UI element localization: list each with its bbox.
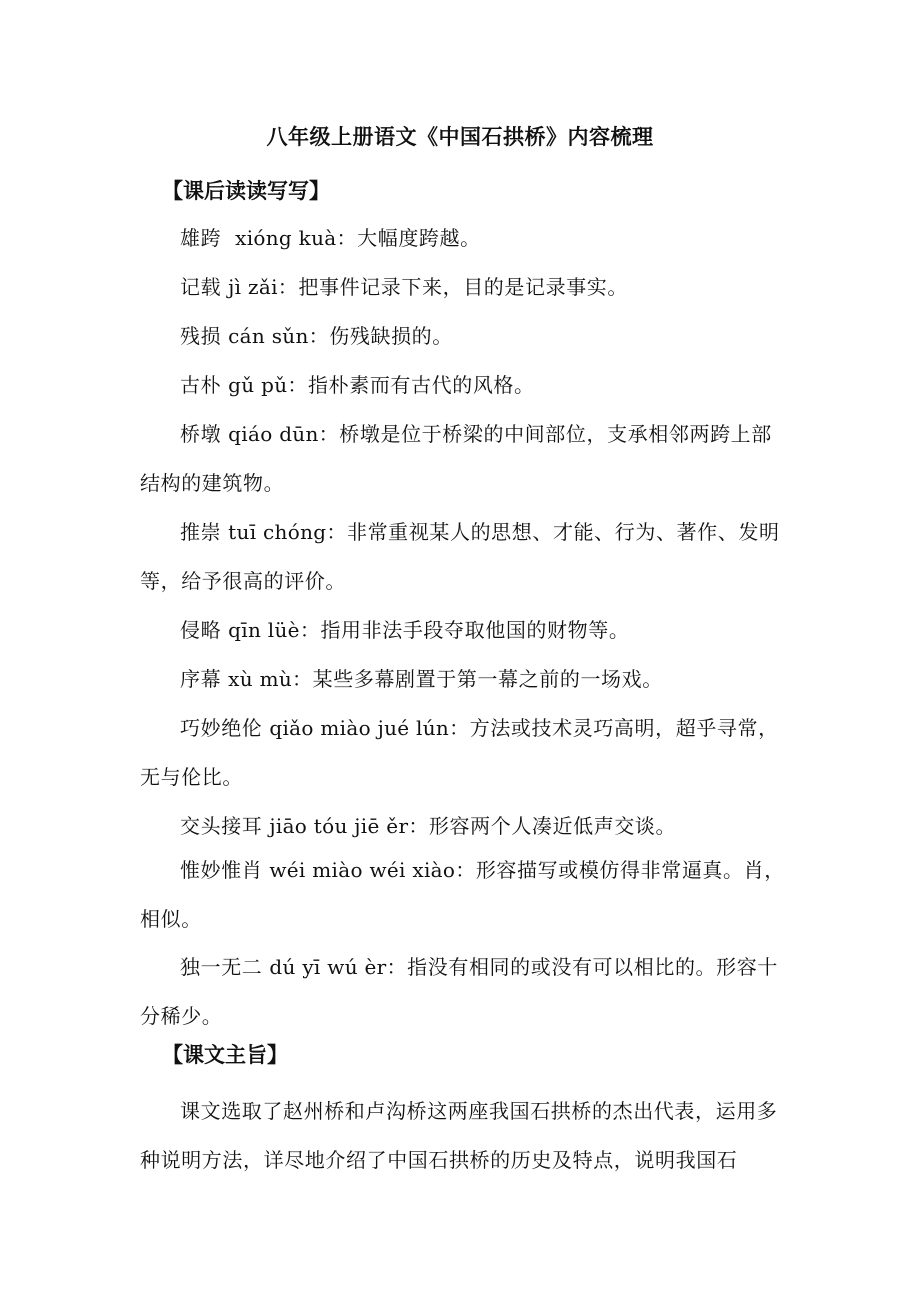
vocab-word: 惟妙惟肖 [180,858,263,882]
vocab-pinyin: tuī chóng [228,520,327,544]
vocab-definition: 方法或技术灵巧高明，超乎寻常，无与伦比。 [140,716,779,789]
vocab-definition: 桥墩是位于桥梁的中间部位，支承相邻两跨上部结构的建筑物。 [140,422,772,495]
vocab-pinyin: jì zǎi [228,275,278,299]
vocab-pinyin: wéi miào wéi xiào [269,858,456,882]
vocab-word: 推崇 [180,520,222,544]
vocab-entry: 序幕 xù mù：某些多幕剧置于第一幕之前的一场戏。 [180,667,663,691]
vocab-entry: 古朴 gǔ pǔ：指朴素而有古代的风格。 [180,373,535,397]
vocab-pinyin: gǔ pǔ [228,373,288,397]
vocab-word: 巧妙绝伦 [180,716,263,740]
vocab-pinyin: qiǎo miào jué lún [269,716,450,740]
vocab-pinyin: qīn lüè [228,618,300,642]
vocab-word: 侵略 [180,618,222,642]
vocab-pinyin: qiáo dūn [228,422,319,446]
vocab-pinyin: jiāo tóu jiē ěr [269,814,409,838]
section-heading-theme: 【课文主旨】 [162,1042,288,1067]
vocab-definition: 形容两个人凑近低声交谈。 [428,814,677,838]
vocab-entry: 惟妙惟肖 wéi miào wéi xiào：形容描写或模仿得非常逼真。肖，相似。 [140,858,785,931]
section-heading-vocabulary: 【课后读读写写】 [162,178,330,203]
vocab-pinyin: xióng kuà [235,226,337,250]
vocab-definition: 指没有相同的或没有可以相比的。形容十分稀少。 [140,955,778,1028]
vocab-pinyin: dú yī wú èr [269,955,387,979]
vocab-definition: 指用非法手段夺取他国的财物等。 [320,618,630,642]
theme-paragraph: 课文选取了赵州桥和卢沟桥这两座我国石拱桥的杰出代表，运用多种说明方法，详尽地介绍了中国石拱桥的历史及特点，说明我国石 [140,1099,778,1172]
vocab-entry: 桥墩 qiáo dūn：桥墩是位于桥梁的中间部位，支承相邻两跨上部结构的建筑物。 [140,422,772,495]
vocab-definition: 非常重视某人的思想、才能、行为、著作、发明等，给予很高的评价。 [140,520,780,593]
vocab-word: 残损 [180,324,222,348]
vocab-definition: 某些多幕剧置于第一幕之前的一场戏。 [312,667,663,691]
vocab-word: 雄跨 [180,226,222,250]
vocab-word: 古朴 [180,373,222,397]
vocab-definition: 指朴素而有古代的风格。 [308,373,535,397]
vocab-entry: 巧妙绝伦 qiǎo miào jué lún：方法或技术灵巧高明，超乎寻常，无与伦比。 [140,716,779,789]
vocab-entry: 残损 cán sǔn：伤残缺损的。 [180,324,453,348]
vocab-entry: 独一无二 dú yī wú èr：指没有相同的或没有可以相比的。形容十分稀少。 [140,955,778,1028]
document-title: 八年级上册语文《中国石拱桥》内容梳理 [266,124,654,149]
vocab-definition: 大幅度跨越。 [357,226,481,250]
vocab-definition: 伤残缺损的。 [329,324,453,348]
vocab-word: 独一无二 [180,955,263,979]
vocab-entry: 记载 jì zǎi：把事件记录下来，目的是记录事实。 [180,275,629,299]
vocab-entry: 侵略 qīn lüè：指用非法手段夺取他国的财物等。 [180,618,630,642]
vocab-entry: 推崇 tuī chóng：非常重视某人的思想、才能、行为、著作、发明等，给予很高的评价。 [140,520,780,593]
vocab-definition: 把事件记录下来，目的是记录事实。 [298,275,629,299]
vocab-word: 记载 [180,275,222,299]
vocab-word: 交头接耳 [180,814,263,838]
vocab-word: 序幕 [180,667,222,691]
vocab-definition: 形容描写或模仿得非常逼真。肖，相似。 [140,858,785,931]
vocab-pinyin: cán sǔn [228,324,309,348]
vocab-pinyin: xù mù [228,667,293,691]
vocab-entry: 雄跨 xióng kuà：大幅度跨越。 [180,226,481,250]
vocab-word: 桥墩 [180,422,222,446]
vocab-entry: 交头接耳 jiāo tóu jiē ěr：形容两个人凑近低声交谈。 [180,814,677,838]
